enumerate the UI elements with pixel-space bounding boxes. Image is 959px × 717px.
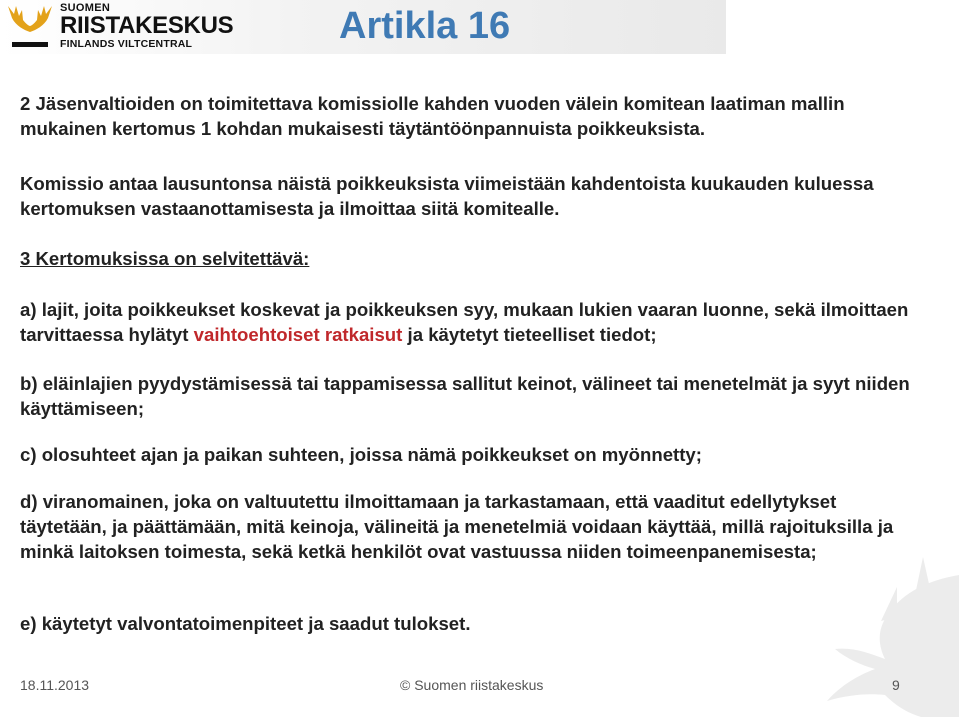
item-a-text-end: ja käytetyt tieteelliset tiedot;: [402, 324, 657, 345]
item-a-highlight: vaihtoehtoiset ratkaisut: [193, 324, 403, 345]
footer-date: 18.11.2013: [20, 677, 90, 693]
antler-logo-icon: [4, 2, 56, 50]
paragraph-2: 2 Jäsenvaltioiden on toimitettava komissiolle kahden vuoden välein komitean laatiman mallin mukainen kertomus 1 kohdan mukaisesti täytäntöönpannuista poikkeuksista.: [20, 93, 845, 139]
logo-line3: FINLANDS VILTCENTRAL: [60, 38, 193, 50]
list-item-e: e) käytetyt valvontatoimenpiteet ja saadut tulokset.: [20, 613, 471, 634]
logo-line1: SUOMEN: [60, 2, 111, 14]
organization-logo: [4, 2, 240, 52]
item-a-text-start: a) lajit, joita poikkeukset koskevat ja poikkeuksen syy, mukaan lukien vaaran luonne, sekä ilmoittaen tarvittaessa hylätyt: [20, 299, 909, 345]
paragraph-commission: Komissio antaa lausuntonsa näistä poikkeuksista viimeistään kahdentoista kuukauden kuluessa kertomuksen vastaanottamisesta ja ilmoittaa siitä komitealle.: [20, 173, 874, 219]
section-3-heading: 3 Kertomuksissa on selvitettävä:: [20, 248, 310, 269]
footer-copyright: © Suomen riistakeskus: [400, 677, 544, 693]
list-item-c: c) olosuhteet ajan ja paikan suhteen, joissa nämä poikkeukset on myönnetty;: [20, 444, 702, 465]
logo-line2: RIISTAKESKUS: [60, 12, 234, 39]
antler-watermark-icon: [709, 535, 959, 717]
slide-title: Artikla 16: [339, 5, 511, 47]
list-item-b: b) eläinlajien pyydystämisessä tai tappamisessa sallitut keinot, välineet tai menetelmät ja syyt niiden käyttämiseen;: [20, 373, 910, 419]
list-item-a: [20, 297, 925, 347]
list-item-d: d) viranomainen, joka on valtuutettu ilmoittamaan ja tarkastamaan, että vaaditut edellytykset täytetään, ja päättämään, mitä keinoja, välineitä ja menetelmiä voidaan käyttää, millä rajoituksilla ja minkä laitoksen toimesta, sekä ketkä henkilöt ovat vastuussa niiden toimeenpanemisesta;: [20, 491, 894, 562]
footer-page-number: 9: [892, 677, 900, 693]
